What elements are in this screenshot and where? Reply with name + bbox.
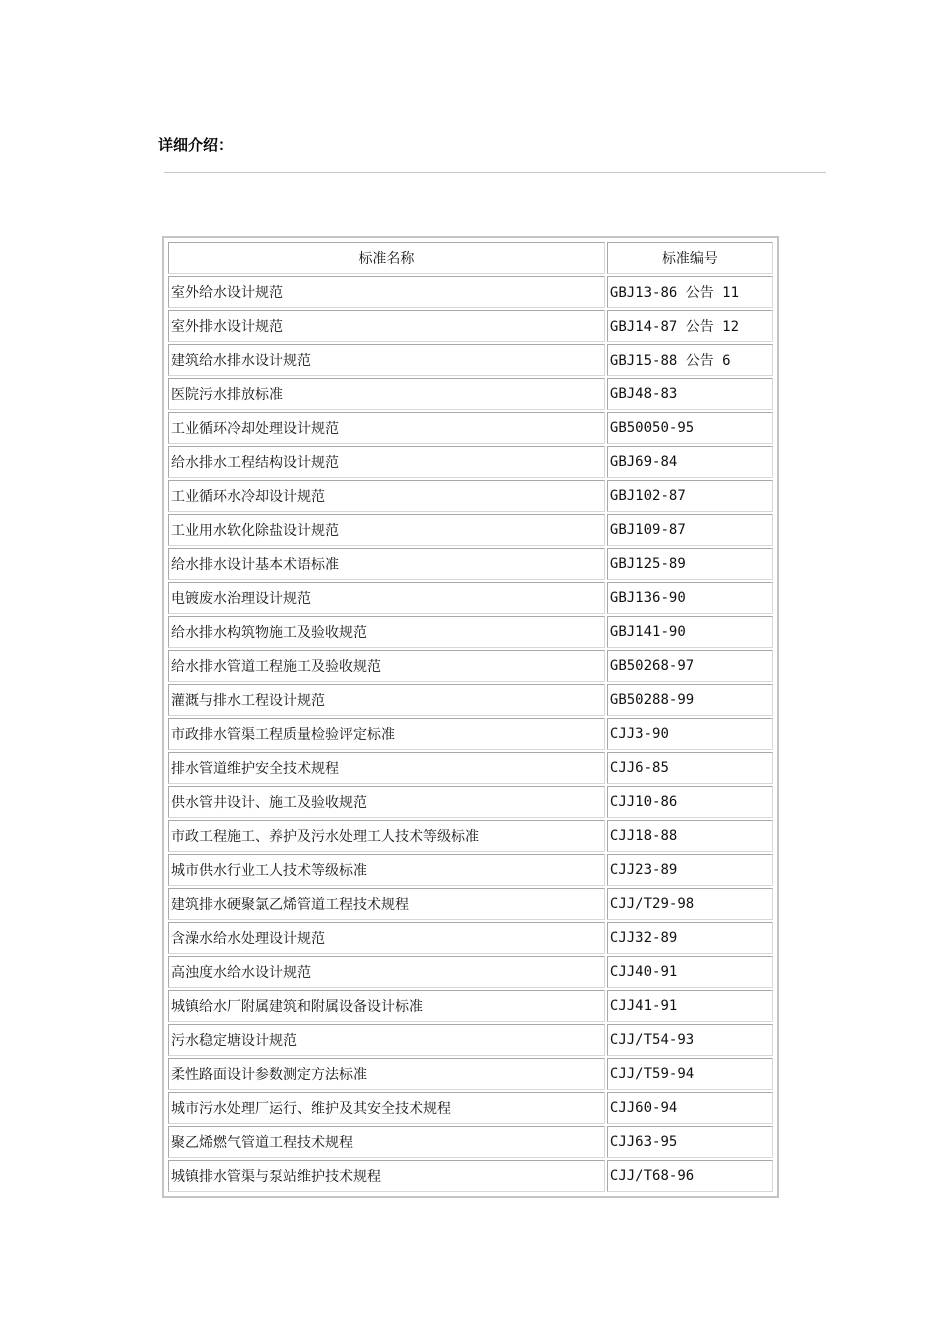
table-row <box>168 1058 773 1090</box>
standard-name-cell: 工业循环冷却处理设计规范 <box>168 412 605 444</box>
standard-name-cell: 建筑排水硬聚氯乙烯管道工程技术规程 <box>168 888 605 920</box>
table-row <box>168 480 773 512</box>
standard-code-cell: CJJ3-90 <box>607 718 773 750</box>
standard-name-cell: 医院污水排放标准 <box>168 378 605 410</box>
standard-name-cell: 市政排水管渠工程质量检验评定标准 <box>168 718 605 750</box>
standards-table <box>166 240 775 1194</box>
table-row <box>168 1160 773 1192</box>
standard-code-cell: CJJ63-95 <box>607 1126 773 1158</box>
table-row <box>168 1126 773 1158</box>
standard-code-cell: CJJ/T29-98 <box>607 888 773 920</box>
standard-code-cell: GBJ48-83 <box>607 378 773 410</box>
standard-name-cell: 给水排水管道工程施工及验收规范 <box>168 650 605 682</box>
standards-table-frame <box>162 236 779 1198</box>
standard-name-cell: 室外排水设计规范 <box>168 310 605 342</box>
header-standard-name: 标准名称 <box>168 242 605 274</box>
table-row <box>168 1092 773 1124</box>
table-row <box>168 718 773 750</box>
standard-name-cell: 聚乙烯燃气管道工程技术规程 <box>168 1126 605 1158</box>
table-row <box>168 514 773 546</box>
standard-name-cell: 柔性路面设计参数测定方法标准 <box>168 1058 605 1090</box>
table-body <box>168 276 773 1192</box>
standard-name-cell: 给水排水设计基本术语标准 <box>168 548 605 580</box>
standard-code-cell: CJJ18-88 <box>607 820 773 852</box>
standard-code-cell: GBJ102-87 <box>607 480 773 512</box>
standard-name-cell: 电镀废水治理设计规范 <box>168 582 605 614</box>
standard-code-cell: GB50268-97 <box>607 650 773 682</box>
standard-code-cell: CJJ23-89 <box>607 854 773 886</box>
table-row <box>168 446 773 478</box>
table-row <box>168 684 773 716</box>
standard-code-cell: CJJ/T59-94 <box>607 1058 773 1090</box>
standard-code-cell: GBJ109-87 <box>607 514 773 546</box>
table-row <box>168 956 773 988</box>
table-row <box>168 344 773 376</box>
standard-name-cell: 给水排水构筑物施工及验收规范 <box>168 616 605 648</box>
standard-code-cell: GBJ14-87 公告 12 <box>607 310 773 342</box>
standard-name-cell: 城市供水行业工人技术等级标准 <box>168 854 605 886</box>
table-row <box>168 650 773 682</box>
standard-code-cell: CJJ60-94 <box>607 1092 773 1124</box>
table-row <box>168 378 773 410</box>
standard-code-cell: CJJ/T54-93 <box>607 1024 773 1056</box>
standard-code-cell: CJJ10-86 <box>607 786 773 818</box>
standard-name-cell: 灌溉与排水工程设计规范 <box>168 684 605 716</box>
table-row <box>168 922 773 954</box>
table-header-row <box>168 242 773 274</box>
standard-name-cell: 城镇给水厂附属建筑和附属设备设计标准 <box>168 990 605 1022</box>
standard-code-cell: GBJ125-89 <box>607 548 773 580</box>
standard-name-cell: 城市污水处理厂运行、维护及其安全技术规程 <box>168 1092 605 1124</box>
standard-name-cell: 供水管井设计、施工及验收规范 <box>168 786 605 818</box>
table-row <box>168 820 773 852</box>
standard-name-cell: 排水管道维护安全技术规程 <box>168 752 605 784</box>
standard-name-cell: 室外给水设计规范 <box>168 276 605 308</box>
standard-code-cell: GB50050-95 <box>607 412 773 444</box>
standard-name-cell: 高浊度水给水设计规范 <box>168 956 605 988</box>
table-row <box>168 276 773 308</box>
table-row <box>168 616 773 648</box>
standard-code-cell: GBJ141-90 <box>607 616 773 648</box>
table-row <box>168 310 773 342</box>
table-row <box>168 990 773 1022</box>
table-row <box>168 854 773 886</box>
standard-name-cell: 建筑给水排水设计规范 <box>168 344 605 376</box>
standard-code-cell: CJJ41-91 <box>607 990 773 1022</box>
standard-name-cell: 工业用水软化除盐设计规范 <box>168 514 605 546</box>
table-row <box>168 888 773 920</box>
standard-code-cell: CJJ40-91 <box>607 956 773 988</box>
header-standard-code: 标准编号 <box>607 242 773 274</box>
standard-code-cell: GBJ15-88 公告 6 <box>607 344 773 376</box>
standard-name-cell: 工业循环水冷却设计规范 <box>168 480 605 512</box>
standard-code-cell: GBJ136-90 <box>607 582 773 614</box>
standard-code-cell: CJJ/T68-96 <box>607 1160 773 1192</box>
table-row <box>168 412 773 444</box>
section-heading: 详细介绍： <box>158 136 234 154</box>
table-row <box>168 1024 773 1056</box>
standard-code-cell: GBJ13-86 公告 11 <box>607 276 773 308</box>
standard-name-cell: 污水稳定塘设计规范 <box>168 1024 605 1056</box>
table-row <box>168 752 773 784</box>
standard-name-cell: 给水排水工程结构设计规范 <box>168 446 605 478</box>
standard-name-cell: 城镇排水管渠与泵站维护技术规程 <box>168 1160 605 1192</box>
standard-name-cell: 市政工程施工、养护及污水处理工人技术等级标准 <box>168 820 605 852</box>
table-row <box>168 548 773 580</box>
standard-code-cell: CJJ32-89 <box>607 922 773 954</box>
standard-code-cell: GBJ69-84 <box>607 446 773 478</box>
standard-code-cell: GB50288-99 <box>607 684 773 716</box>
standard-code-cell: CJJ6-85 <box>607 752 773 784</box>
divider-line <box>164 172 826 173</box>
table-row <box>168 582 773 614</box>
standard-name-cell: 含澡水给水处理设计规范 <box>168 922 605 954</box>
table-row <box>168 786 773 818</box>
